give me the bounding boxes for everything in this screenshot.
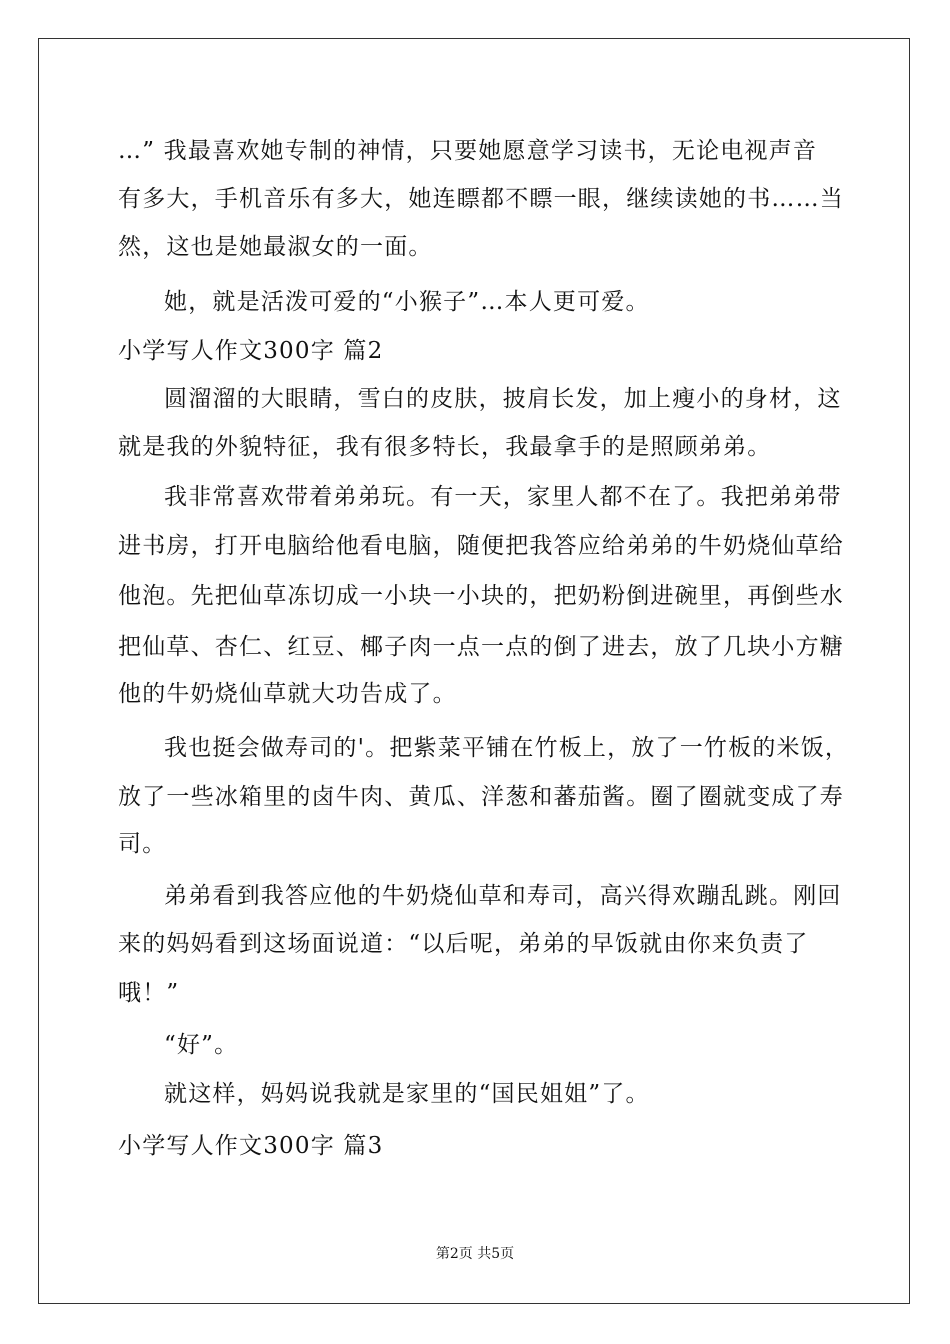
paragraph-line: 进书房，打开电脑给他看电脑，随便把我答应给弟弟的牛奶烧仙草给 <box>118 533 844 559</box>
paragraph-line: 放了一些冰箱里的卤牛肉、黄瓜、洋葱和蕃茄酱。圈了圈就变成了寿 <box>118 784 844 810</box>
section-heading: 小学写人作文300字 篇2 <box>118 338 384 364</box>
paragraph-line: 就这样，妈妈说我就是家里的“国民姐姐”了。 <box>164 1081 650 1107</box>
paragraph-line: “好”。 <box>164 1032 239 1058</box>
paragraph-line: 她，就是活泼可爱的“小猴子”…本人更可爱。 <box>164 289 650 315</box>
paragraph-line: 把仙草、杏仁、红豆、椰子肉一点一点的倒了进去，放了几块小方糖 <box>118 634 844 660</box>
paragraph-line: 来的妈妈看到这场面说道：“以后呢，弟弟的早饭就由你来负责了 <box>118 931 809 957</box>
paragraph-line: 弟弟看到我答应他的牛奶烧仙草和寿司，高兴得欢蹦乱跳。刚回 <box>164 883 842 909</box>
paragraph-line: 司。 <box>118 831 167 857</box>
paragraph-line: 他泡。先把仙草冻切成一小块一小块的，把奶粉倒进碗里，再倒些水 <box>118 583 844 609</box>
paragraph-line: …” 我最喜欢她专制的神情，只要她愿意学习读书，无论电视声音 <box>118 138 818 164</box>
paragraph-line: 他的牛奶烧仙草就大功告成了。 <box>118 681 457 707</box>
page-border <box>38 38 910 1304</box>
paragraph-line: 我非常喜欢带着弟弟玩。有一天，家里人都不在了。我把弟弟带 <box>164 484 842 510</box>
paragraph-line: 圆溜溜的大眼睛，雪白的皮肤，披肩长发，加上瘦小的身材，这 <box>164 386 842 412</box>
paragraph-line: 我也挺会做寿司的'。把紫菜平铺在竹板上，放了一竹板的米饭， <box>164 735 850 761</box>
paragraph-line: 就是我的外貌特征，我有很多特长，我最拿手的是照顾弟弟。 <box>118 434 772 460</box>
page-number-footer: 第2页 共5页 <box>435 1246 515 1262</box>
paragraph-line: 哦！” <box>118 980 180 1006</box>
paragraph-line: 然，这也是她最淑女的一面。 <box>118 234 433 260</box>
section-heading: 小学写人作文300字 篇3 <box>118 1133 384 1159</box>
paragraph-line: 有多大，手机音乐有多大，她连瞟都不瞟一眼，继续读她的书……当 <box>118 186 844 212</box>
